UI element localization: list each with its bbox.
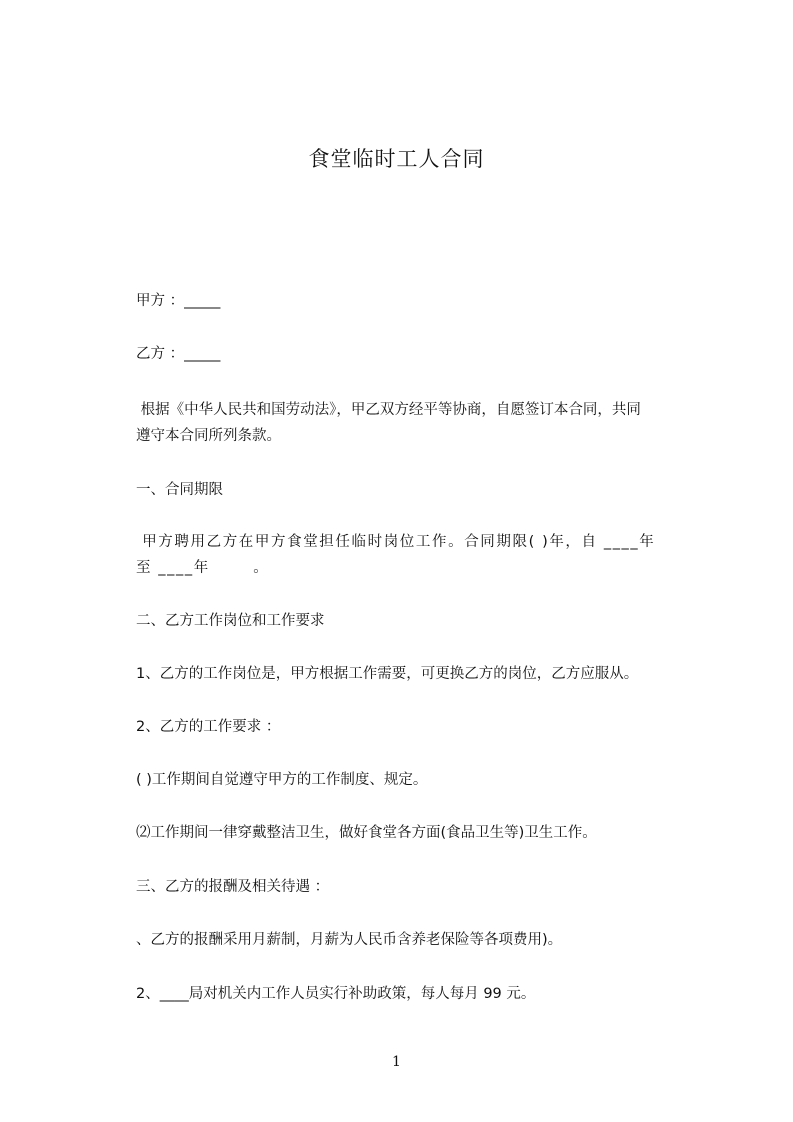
section-1-line-2: 至 ____年 。 [136, 560, 270, 576]
preamble-line-1: 根据《中华人民共和国劳动法》，甲乙双方经平等协商，自愿签订本合同，共同 [136, 402, 641, 418]
section-1-line-1: 甲方聘用乙方在甲方食堂担任临时岗位工作。合同期限( )年，自 ____年 [136, 534, 656, 550]
document-title: 食堂临时工人合同 [308, 147, 485, 171]
section-3-item-2: 2、____局对机关内工作人员实行补助政策，每人每月 99 元。 [136, 986, 536, 1002]
section-2-item-2-sub-2: ⑵工作期间一律穿戴整洁卫生，做好食堂各方面(食品卫生等)卫生工作。 [136, 825, 597, 841]
section-2-item-2-sub-1: ( )工作期间自觉遵守甲方的工作制度、规定。 [136, 772, 428, 788]
party-b-line: 乙方 ：_____ [136, 346, 221, 362]
preamble-line-2: 遵守本合同所列条款。 [136, 428, 281, 444]
section-3-heading: 三、乙方的报酬及相关待遇 ： [136, 879, 330, 895]
section-3-item-1: 、乙方的报酬采用月薪制，月薪为人民币含养老保险等各项费用)。 [136, 932, 563, 948]
section-2-item-2: 2、乙方的工作要求 ： [136, 719, 281, 735]
section-2-heading: 二、乙方工作岗位和工作要求 [136, 613, 325, 629]
section-1-heading: 一、合同期限 [136, 482, 223, 498]
party-a-line: 甲方 ：_____ [136, 293, 221, 309]
page-number: 1 [392, 1054, 401, 1070]
section-2-item-1: 1、乙方的工作岗位是，甲方根据工作需要，可更换乙方的岗位，乙方应服从。 [136, 666, 639, 682]
